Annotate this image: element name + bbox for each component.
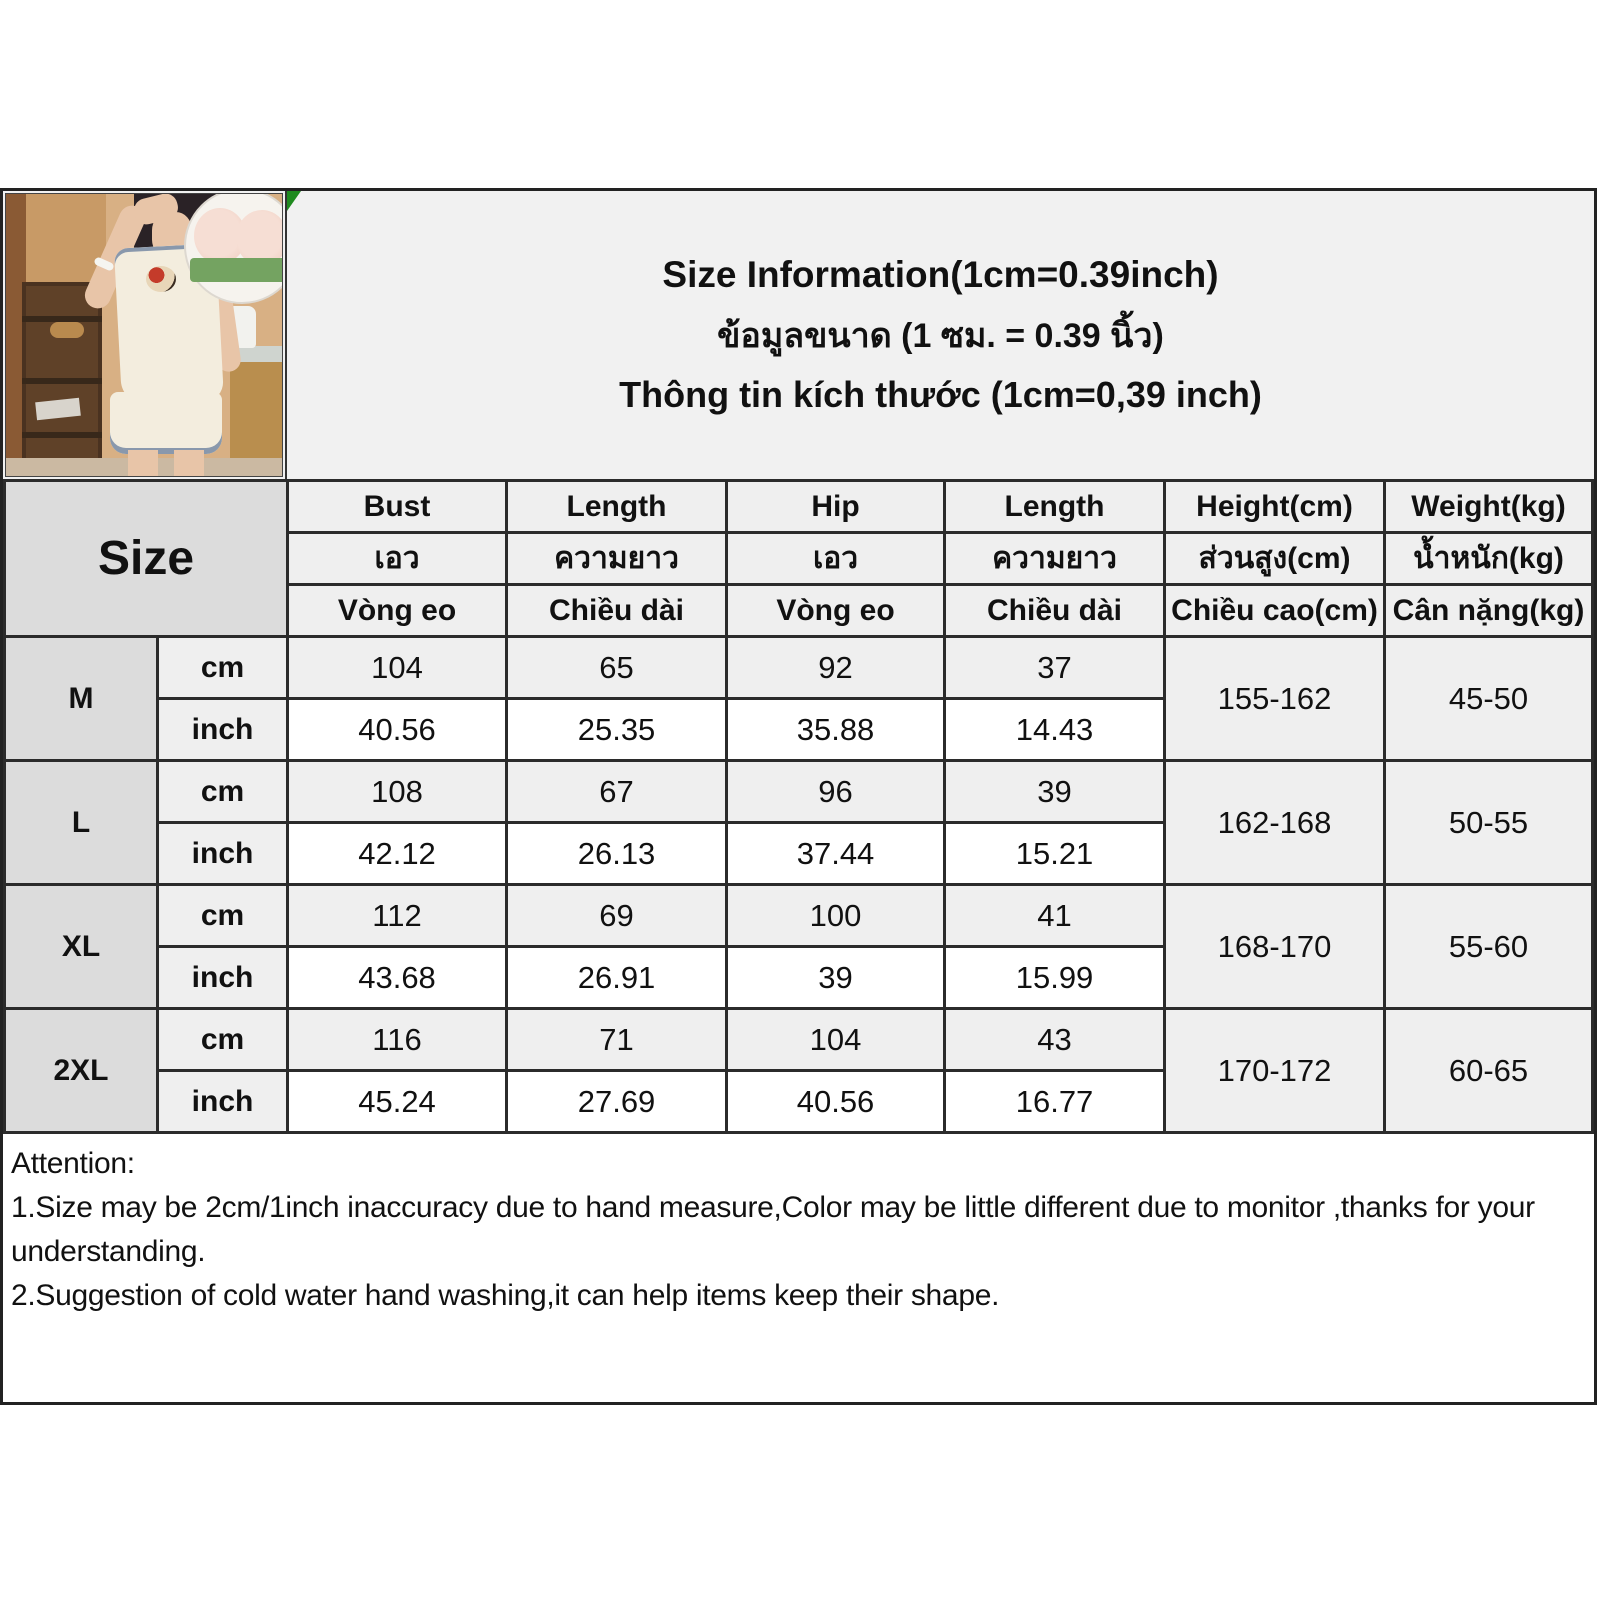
measurement-value-cm: 104 xyxy=(288,637,507,699)
size-table-body xyxy=(5,637,1593,1133)
measurement-value-cm: 104 xyxy=(727,1009,945,1071)
col-header-length-top: Length xyxy=(507,481,727,533)
height-range: 170-172 xyxy=(1165,1009,1385,1133)
attention-section xyxy=(3,1134,1594,1402)
measurement-value-cm: 37 xyxy=(945,637,1165,699)
measurement-value-inch: 40.56 xyxy=(288,699,507,761)
col-header-length-top-vi: Chiều dài xyxy=(507,585,727,637)
shelf-item xyxy=(50,322,84,338)
col-header-length-bottom-vi: Chiều dài xyxy=(945,585,1165,637)
col-header-height-vi: Chiều cao(cm) xyxy=(1165,585,1385,637)
size-row-cm xyxy=(5,637,1593,699)
size-table xyxy=(3,479,1594,1134)
measurement-value-inch: 43.68 xyxy=(288,947,507,1009)
measurement-value-inch: 35.88 xyxy=(727,699,945,761)
height-range: 168-170 xyxy=(1165,885,1385,1009)
measurement-value-cm: 96 xyxy=(727,761,945,823)
col-header-bust-th: เอว xyxy=(288,533,507,585)
pajama-shorts xyxy=(110,392,222,454)
green-corner-marker-icon xyxy=(287,191,301,211)
weight-range: 45-50 xyxy=(1385,637,1593,761)
header-row-en xyxy=(5,481,1593,533)
wooden-shelf xyxy=(22,282,102,476)
size-label: XL xyxy=(5,885,158,1009)
weight-range: 50-55 xyxy=(1385,761,1593,885)
height-range: 155-162 xyxy=(1165,637,1385,761)
unit-label-cm: cm xyxy=(158,637,288,699)
unit-label-cm: cm xyxy=(158,1009,288,1071)
measurement-value-cm: 69 xyxy=(507,885,727,947)
col-header-bust: Bust xyxy=(288,481,507,533)
col-header-weight: Weight(kg) xyxy=(1385,481,1593,533)
measurement-value-inch: 15.99 xyxy=(945,947,1165,1009)
measurement-value-inch: 27.69 xyxy=(507,1071,727,1133)
weight-range: 60-65 xyxy=(1385,1009,1593,1133)
measurement-value-cm: 116 xyxy=(288,1009,507,1071)
size-label: 2XL xyxy=(5,1009,158,1133)
badge-banner xyxy=(190,258,283,282)
attention-note-1: 1.Size may be 2cm/1inch inaccuracy due to hand measure,Color may be little different due to monitor ,thanks for your understanding. xyxy=(11,1191,1535,1268)
col-header-length-bottom: Length xyxy=(945,481,1165,533)
measurement-value-cm: 39 xyxy=(945,761,1165,823)
size-header-cell: Size xyxy=(5,481,288,637)
col-header-hip: Hip xyxy=(727,481,945,533)
measurement-value-inch: 26.13 xyxy=(507,823,727,885)
shelf-slat xyxy=(22,378,102,384)
col-header-height: Height(cm) xyxy=(1165,481,1385,533)
measurement-value-cm: 92 xyxy=(727,637,945,699)
measurement-value-inch: 37.44 xyxy=(727,823,945,885)
product-photo xyxy=(5,193,283,477)
model-leg xyxy=(174,450,204,476)
measurement-value-inch: 25.35 xyxy=(507,699,727,761)
size-chart-panel xyxy=(0,188,1597,1405)
measurement-value-cm: 65 xyxy=(507,637,727,699)
title-block xyxy=(285,191,1594,479)
col-header-length-top-th: ความยาว xyxy=(507,533,727,585)
size-label: M xyxy=(5,637,158,761)
attention-title: Attention: xyxy=(11,1147,135,1180)
shelf-item xyxy=(35,398,81,421)
size-row-cm xyxy=(5,885,1593,947)
page-title-vietnamese: Thông tin kích thước (1cm=0,39 inch) xyxy=(619,374,1262,415)
size-row-cm xyxy=(5,1009,1593,1071)
measurement-value-inch: 15.21 xyxy=(945,823,1165,885)
unit-label-cm: cm xyxy=(158,885,288,947)
measurement-value-inch: 45.24 xyxy=(288,1071,507,1133)
measurement-value-cm: 100 xyxy=(727,885,945,947)
measurement-value-inch: 39 xyxy=(727,947,945,1009)
unit-label-inch: inch xyxy=(158,947,288,1009)
col-header-length-bottom-th: ความยาว xyxy=(945,533,1165,585)
col-header-hip-vi: Vòng eo xyxy=(727,585,945,637)
measurement-value-inch: 16.77 xyxy=(945,1071,1165,1133)
col-header-hip-th: เอว xyxy=(727,533,945,585)
attention-note-2: 2.Suggestion of cold water hand washing,it can help items keep their shape. xyxy=(11,1279,1000,1312)
model-leg xyxy=(128,450,158,476)
size-table-head xyxy=(5,481,1593,637)
weight-range: 55-60 xyxy=(1385,885,1593,1009)
measurement-value-cm: 71 xyxy=(507,1009,727,1071)
col-header-bust-vi: Vòng eo xyxy=(288,585,507,637)
unit-label-inch: inch xyxy=(158,1071,288,1133)
top-section xyxy=(3,191,1594,479)
chest-print xyxy=(146,266,176,292)
measurement-value-inch: 42.12 xyxy=(288,823,507,885)
measurement-value-cm: 41 xyxy=(945,885,1165,947)
unit-label-inch: inch xyxy=(158,823,288,885)
col-header-weight-th: น้ำหนัก(kg) xyxy=(1385,533,1593,585)
col-header-height-th: ส่วนสูง(cm) xyxy=(1165,533,1385,585)
measurement-value-inch: 14.43 xyxy=(945,699,1165,761)
measurement-value-cm: 112 xyxy=(288,885,507,947)
shelf-slat xyxy=(22,432,102,438)
measurement-value-cm: 108 xyxy=(288,761,507,823)
height-range: 162-168 xyxy=(1165,761,1385,885)
page-title: Size Information(1cm=0.39inch) xyxy=(662,254,1219,295)
measurement-value-cm: 67 xyxy=(507,761,727,823)
size-label: L xyxy=(5,761,158,885)
col-header-weight-vi: Cân nặng(kg) xyxy=(1385,585,1593,637)
unit-label-cm: cm xyxy=(158,761,288,823)
measurement-value-inch: 26.91 xyxy=(507,947,727,1009)
unit-label-inch: inch xyxy=(158,699,288,761)
measurement-value-inch: 40.56 xyxy=(727,1071,945,1133)
size-row-cm xyxy=(5,761,1593,823)
page-title-thai: ข้อมูลขนาด (1 ซม. = 0.39 นิ้ว) xyxy=(717,317,1164,355)
measurement-value-cm: 43 xyxy=(945,1009,1165,1071)
